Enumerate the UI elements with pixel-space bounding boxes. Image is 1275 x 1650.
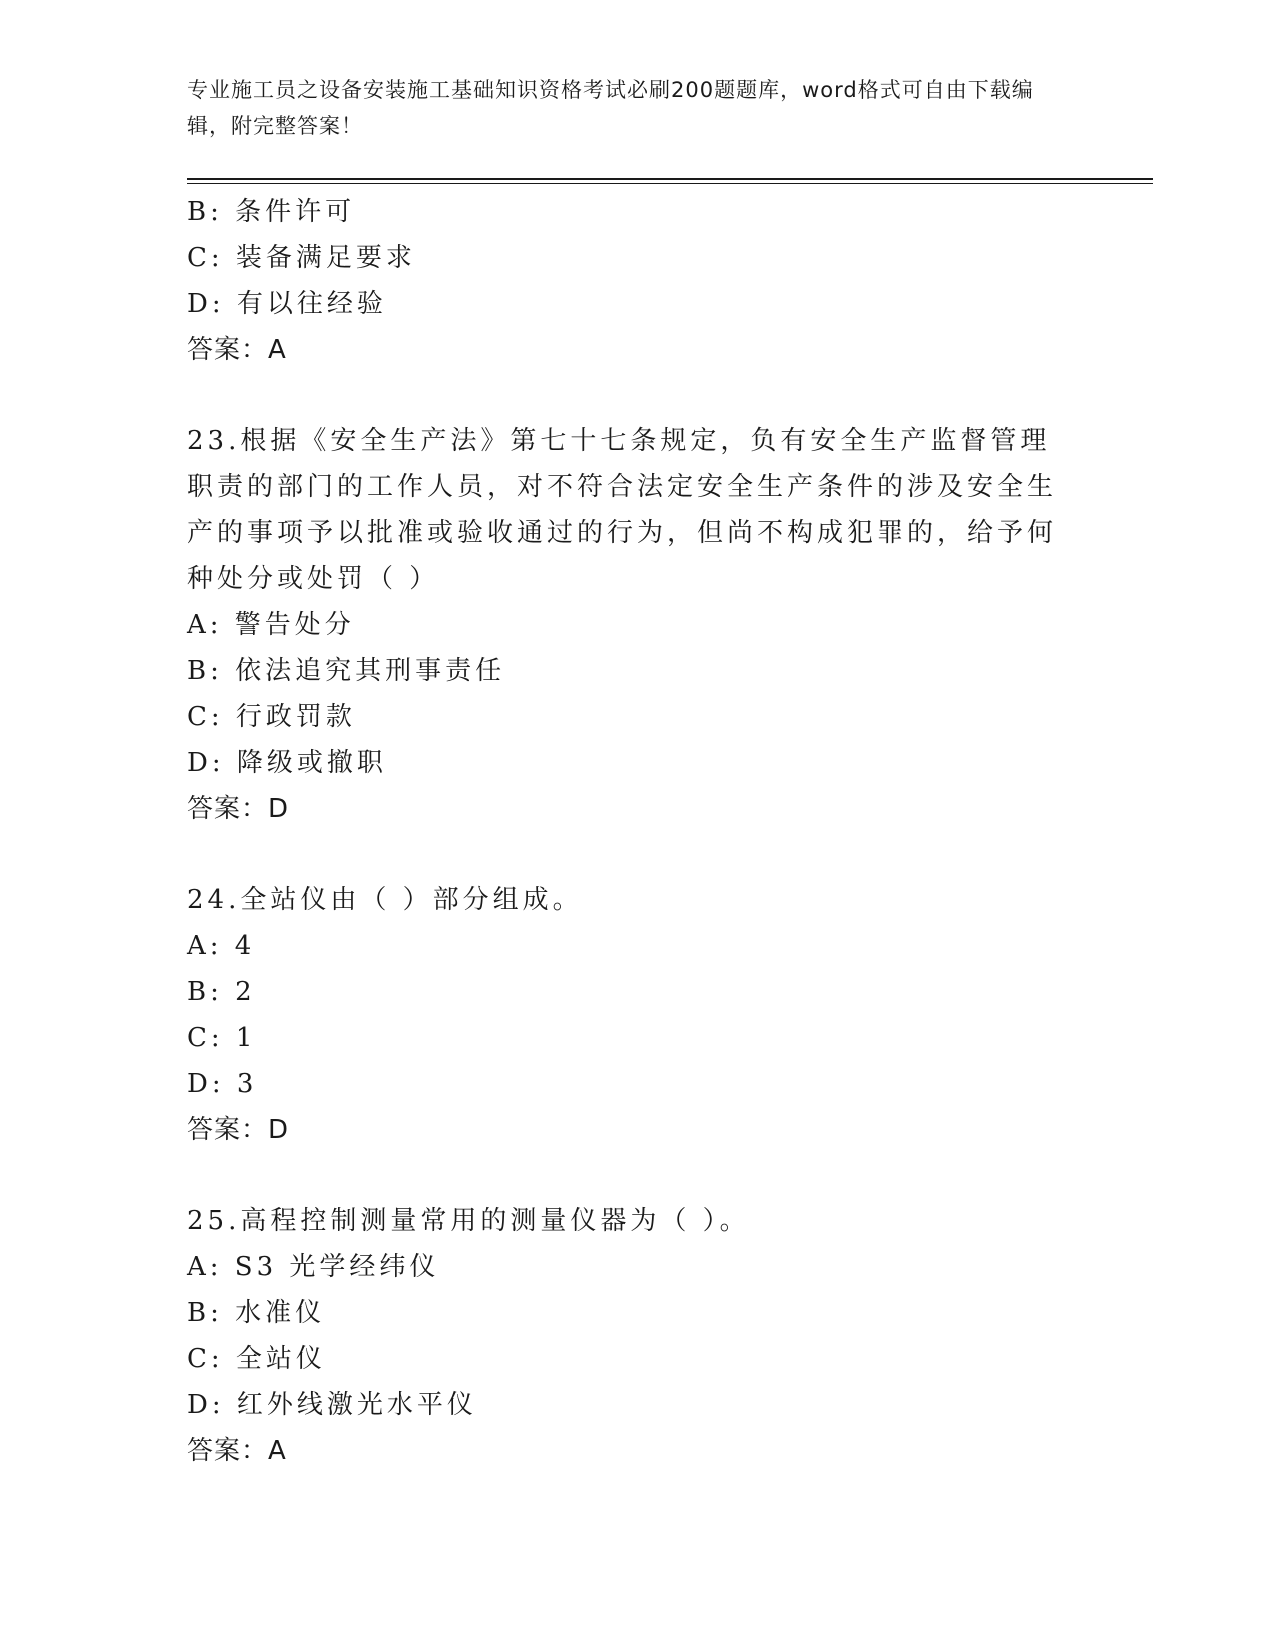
- header-rule-thin: [187, 183, 1153, 184]
- option-b: B: 条件许可: [187, 197, 356, 227]
- question-block-24: [187, 877, 1087, 1153]
- option-b: B: 依法追究其刑事责任: [187, 656, 506, 686]
- option-c: C: 全站仪: [187, 1344, 326, 1374]
- answer-line: 答案：D: [187, 1115, 290, 1145]
- option-d: D: 红外线激光水平仪: [187, 1390, 477, 1420]
- question-block-25: [187, 1198, 1087, 1474]
- option-a: A: 4: [187, 931, 256, 961]
- prev-question-block: [187, 189, 1087, 373]
- answer-line: 答案：A: [187, 335, 287, 365]
- question-text: 23.根据《安全生产法》第七十七条规定，负有安全生产监督管理职责的部门的工作人员，对不符合法定安全生产条件的涉及安全生产的事项予以批准或验收通过的行为，但尚不构成犯罪的，给予何种处分或处罚（ ）: [187, 426, 1058, 594]
- option-c: C: 装备满足要求: [187, 243, 416, 273]
- answer-line: 答案：A: [187, 1436, 287, 1466]
- question-block-23: [187, 418, 1087, 832]
- option-c: C: 行政罚款: [187, 702, 356, 732]
- option-b: B: 水准仪: [187, 1298, 326, 1328]
- option-a: A: S3 光学经纬仪: [187, 1252, 440, 1282]
- option-d: D: 降级或撤职: [187, 748, 387, 778]
- option-c: C: 1: [187, 1023, 257, 1053]
- spacer: [187, 1153, 1087, 1198]
- option-d: D: 有以往经验: [187, 289, 387, 319]
- answer-line: 答案：D: [187, 794, 290, 824]
- spacer: [187, 832, 1087, 877]
- option-d: D: 3: [187, 1069, 258, 1099]
- spacer: [187, 373, 1087, 418]
- question-text: 24.全站仪由（ ）部分组成。: [187, 885, 583, 915]
- question-text: 25.高程控制测量常用的测量仪器为（ ）。: [187, 1206, 750, 1236]
- document-header: 专业施工员之设备安装施工基础知识资格考试必刷200题题库，word格式可自由下载编辑，附完整答案！: [187, 78, 1034, 138]
- option-b: B: 2: [187, 977, 256, 1007]
- question-content: [187, 189, 1087, 1474]
- header-rule-thick: [187, 178, 1153, 180]
- option-a: A: 警告处分: [187, 610, 355, 640]
